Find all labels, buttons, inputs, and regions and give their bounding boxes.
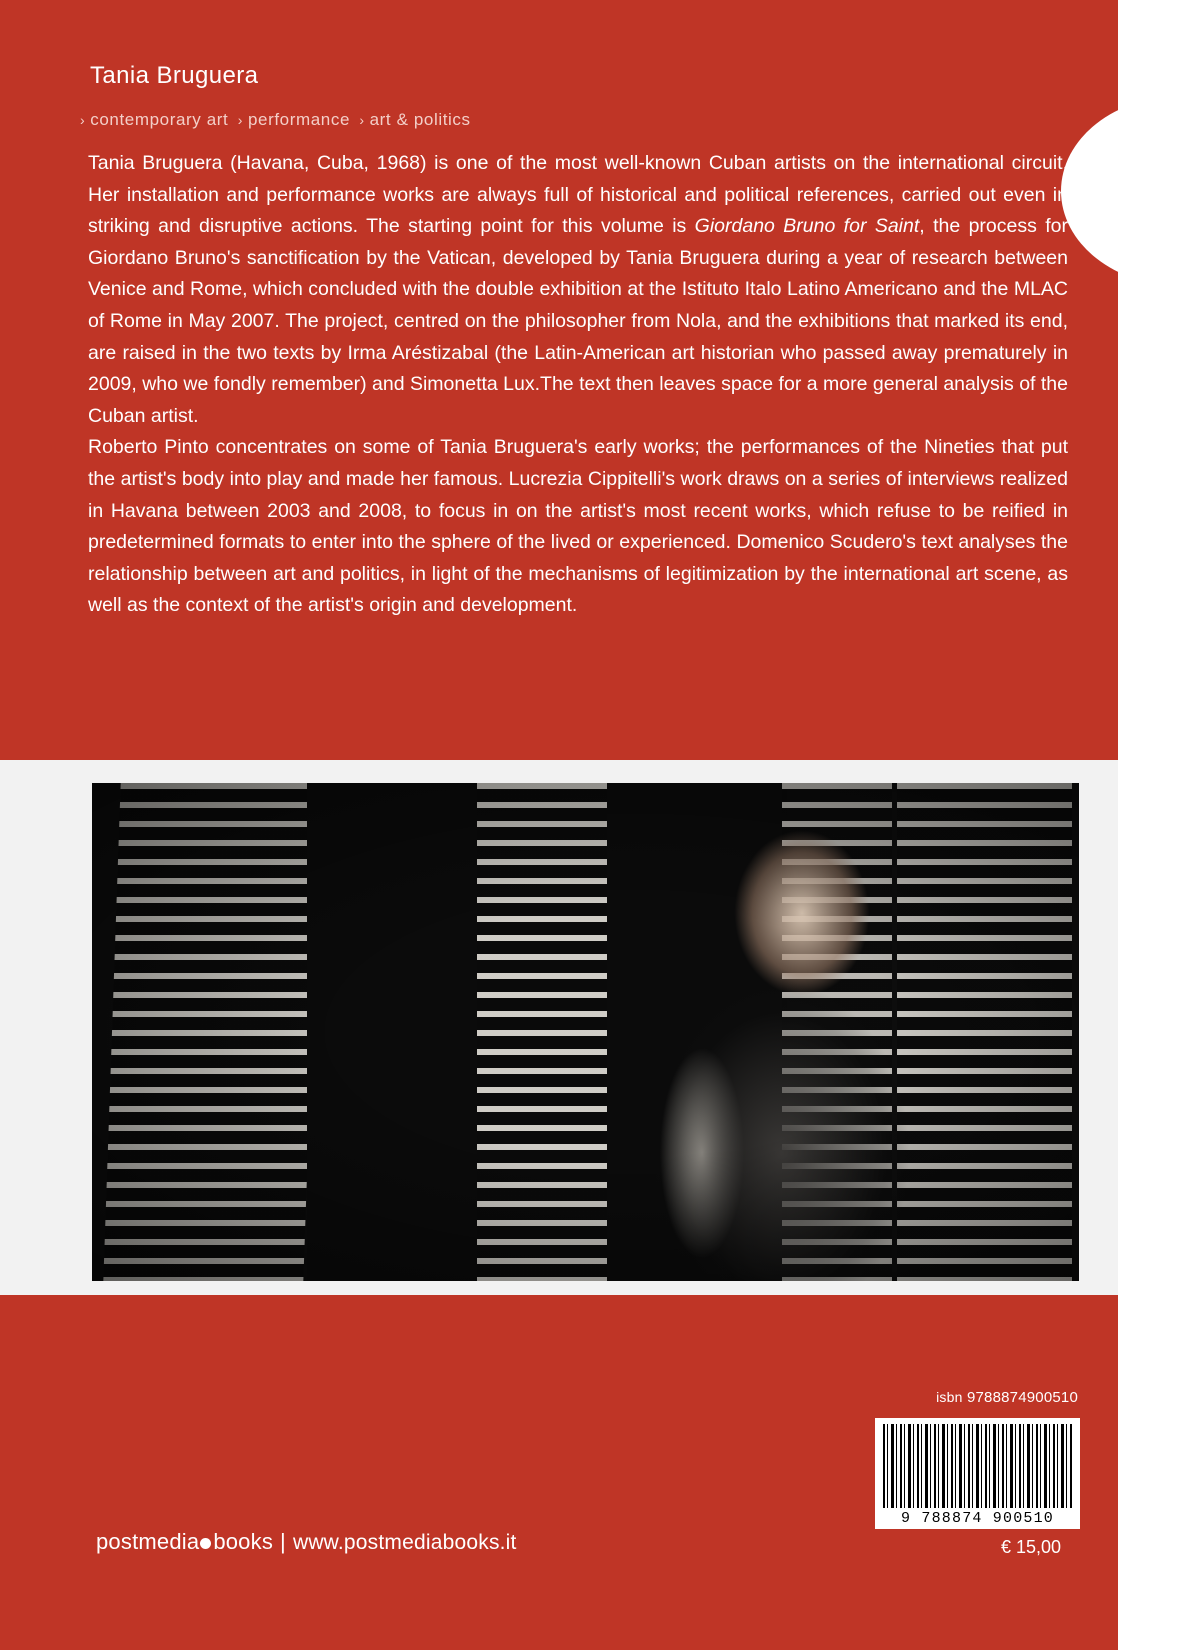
barcode-bars xyxy=(883,1424,1072,1508)
blurb-paragraph-2: Roberto Pinto concentrates on some of Tania Bruguera's early works; the performances of the Nineties that put the artist's body into play and made her famous. Lucrezia Cippitelli's work draws on a series of interviews realized in Havana between 2003 and 2008, to focus in on the artist's most recent works, which refuse to be reified in predetermined formats to enter into the sphere of the lived or experienced. Domenico Scudero's text analyses the relationship between art and politics, in light of the mechanisms of legitimization by the international art scene, as well as the context of the artist's origin and development. xyxy=(88,436,1068,617)
blurb-text xyxy=(88,148,1068,622)
keyword-item-2: performance xyxy=(247,110,351,129)
isbn-number: 9788874900510 xyxy=(966,1389,1078,1406)
price-label: € 15,00 xyxy=(1000,1537,1061,1557)
publisher-name-part1: postmedia xyxy=(96,1529,200,1554)
isbn-line xyxy=(936,1389,1078,1406)
publisher-website[interactable]: www.postmediabooks.it xyxy=(292,1531,517,1554)
publisher-separator: | xyxy=(280,1529,286,1554)
barcode xyxy=(875,1418,1080,1529)
page-title: Tania Bruguera xyxy=(90,62,259,89)
isbn-label: isbn xyxy=(936,1389,963,1405)
keyword-item-1: contemporary art xyxy=(90,110,229,129)
publisher-dot-icon xyxy=(200,1538,211,1549)
barcode-digits: 9 788874 900510 xyxy=(875,1510,1080,1527)
blurb-work-title: Giordano Bruno for Saint xyxy=(694,215,920,238)
photo-vignette xyxy=(92,783,1079,1281)
blurb-part-b: , the process for Giordano Bruno's sanctification by the Vatican, developed by Tania Bruguera during a year of research between Venice and Rome, which concluded with the double exhibition at the Istituto Italo Latino Americano and the MLAC of Rome in May 2007. The project, centred on the philosopher from Nola, and the exhibitions that marked its end, are raised in the two texts by Irma Aréstizabal (the Latin-American art historian who passed away prematurely in 2009, who we fondly remember) and Simonetta Lux.The text then leaves space for a more general analysis of the Cuban artist. xyxy=(88,215,1068,427)
keyword-item-3: art & politics xyxy=(369,110,471,129)
keyword-marker-icon: › xyxy=(359,112,365,128)
photograph-content xyxy=(92,783,1079,1281)
keyword-marker-icon: › xyxy=(237,112,243,128)
cover-photograph xyxy=(92,783,1079,1281)
blurb-paragraph-1 xyxy=(88,148,1068,432)
publisher-name-part2: books xyxy=(213,1529,274,1554)
publisher-line xyxy=(96,1529,517,1555)
keyword-list xyxy=(80,110,471,130)
blurb-part-a: Tania Bruguera (Havana, Cuba, 1968) is one of the most well-known Cuban artists on the international circuit. Her installation and performance works are always full of historical and political references, carried out even in striking and disruptive actions. The starting point for this volume is xyxy=(88,152,1068,238)
keyword-marker-icon: › xyxy=(80,112,86,128)
